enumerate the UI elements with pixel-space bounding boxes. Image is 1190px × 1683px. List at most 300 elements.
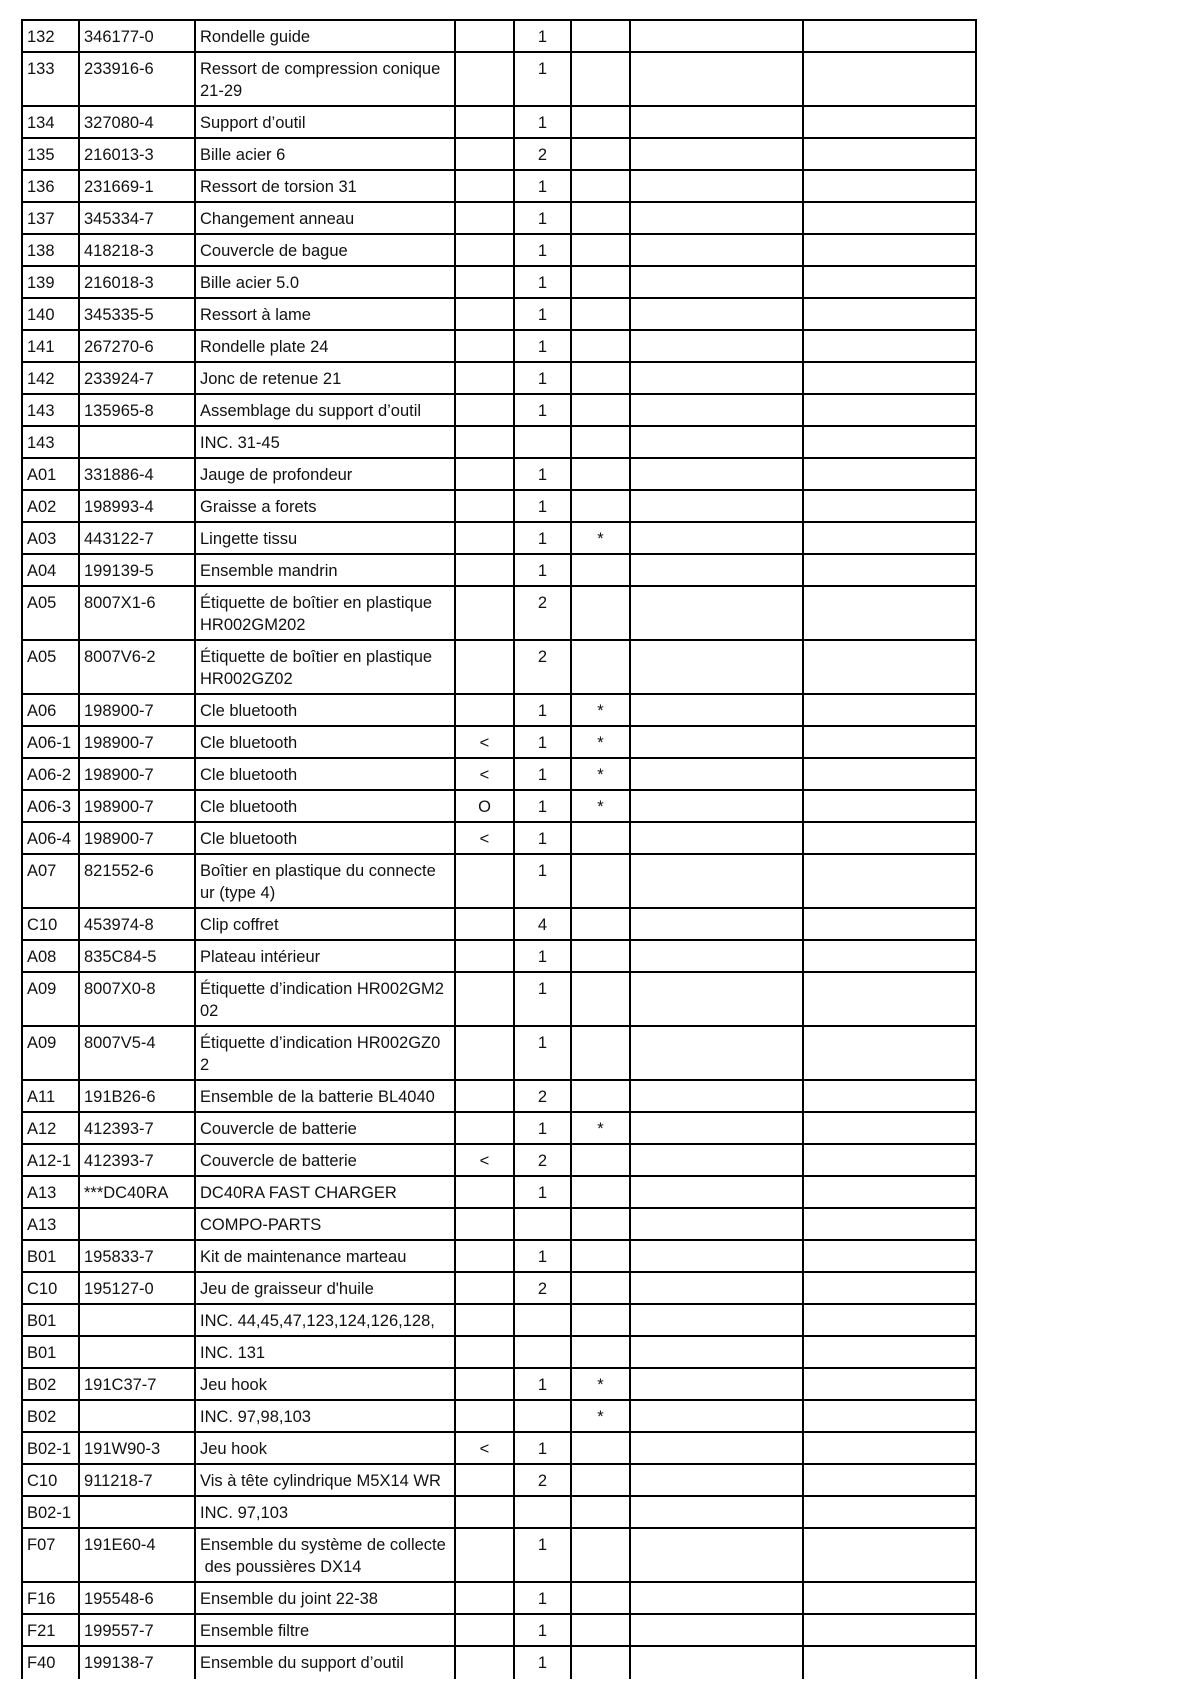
parts-table — [21, 19, 977, 1679]
empty-cell — [631, 171, 804, 203]
flag-cell — [456, 587, 515, 641]
empty-cell — [631, 139, 804, 171]
description-cell: Bille acier 6 — [196, 139, 456, 171]
table-row — [23, 267, 977, 299]
table-row — [23, 171, 977, 203]
empty-cell — [804, 941, 977, 973]
flag-cell — [456, 909, 515, 941]
table-row — [23, 1209, 977, 1241]
flag-cell — [456, 331, 515, 363]
description-cell: Ressort de compression conique 21-29 — [196, 53, 456, 107]
empty-cell — [631, 1027, 804, 1081]
empty-cell — [804, 1529, 977, 1583]
part-number-cell: 331886-4 — [80, 459, 196, 491]
empty-cell — [631, 791, 804, 823]
item-number-cell: 143 — [23, 427, 80, 459]
table-row — [23, 791, 977, 823]
mark-cell — [572, 1177, 631, 1209]
empty-cell — [804, 1401, 977, 1433]
table-row — [23, 459, 977, 491]
empty-cell — [631, 523, 804, 555]
description-cell: Étiquette d’indication HR002GZ0 2 — [196, 1027, 456, 1081]
empty-cell — [631, 1497, 804, 1529]
flag-cell — [456, 363, 515, 395]
quantity-cell: 1 — [515, 523, 572, 555]
quantity-cell: 1 — [515, 759, 572, 791]
table-row — [23, 491, 977, 523]
table-row — [23, 1081, 977, 1113]
empty-cell — [631, 107, 804, 139]
item-number-cell: C10 — [23, 1273, 80, 1305]
item-number-cell: A12 — [23, 1113, 80, 1145]
description-cell: Ressort à lame — [196, 299, 456, 331]
part-number-cell: 8007V5-4 — [80, 1027, 196, 1081]
flag-cell: < — [456, 1145, 515, 1177]
part-number-cell: 8007X1-6 — [80, 587, 196, 641]
item-number-cell: A06 — [23, 695, 80, 727]
mark-cell — [572, 299, 631, 331]
mark-cell — [572, 53, 631, 107]
empty-cell — [804, 203, 977, 235]
description-cell: INC. 97,98,103 — [196, 1401, 456, 1433]
mark-cell — [572, 1583, 631, 1615]
part-number-cell: 199557-7 — [80, 1615, 196, 1647]
empty-cell — [804, 1647, 977, 1679]
empty-cell — [804, 973, 977, 1027]
empty-cell — [631, 1081, 804, 1113]
table-row — [23, 727, 977, 759]
table-row — [23, 1529, 977, 1583]
table-row — [23, 53, 977, 107]
description-cell: INC. 97,103 — [196, 1497, 456, 1529]
part-number-cell — [80, 1305, 196, 1337]
empty-cell — [631, 973, 804, 1027]
mark-cell: * — [572, 791, 631, 823]
mark-cell — [572, 909, 631, 941]
part-number-cell: 233924-7 — [80, 363, 196, 395]
description-cell: Rondelle guide — [196, 21, 456, 53]
item-number-cell: F40 — [23, 1647, 80, 1679]
part-number-cell: 191E60-4 — [80, 1529, 196, 1583]
mark-cell — [572, 331, 631, 363]
part-number-cell: 195548-6 — [80, 1583, 196, 1615]
part-number-cell: 453974-8 — [80, 909, 196, 941]
empty-cell — [631, 1177, 804, 1209]
description-cell: Boîtier en plastique du connecte ur (type 4) — [196, 855, 456, 909]
flag-cell — [456, 1615, 515, 1647]
quantity-cell: 1 — [515, 1583, 572, 1615]
flag-cell — [456, 235, 515, 267]
empty-cell — [804, 1241, 977, 1273]
empty-cell — [631, 1305, 804, 1337]
mark-cell: * — [572, 695, 631, 727]
empty-cell — [631, 587, 804, 641]
flag-cell — [456, 1647, 515, 1679]
empty-cell — [804, 107, 977, 139]
part-number-cell: 346177-0 — [80, 21, 196, 53]
empty-cell — [804, 727, 977, 759]
flag-cell — [456, 1305, 515, 1337]
item-number-cell: A08 — [23, 941, 80, 973]
empty-cell — [631, 203, 804, 235]
empty-cell — [804, 139, 977, 171]
empty-cell — [631, 555, 804, 587]
item-number-cell: 139 — [23, 267, 80, 299]
quantity-cell: 1 — [515, 855, 572, 909]
mark-cell — [572, 1241, 631, 1273]
mark-cell — [572, 203, 631, 235]
table-row — [23, 909, 977, 941]
flag-cell — [456, 171, 515, 203]
mark-cell — [572, 555, 631, 587]
table-row — [23, 855, 977, 909]
flag-cell — [456, 299, 515, 331]
description-cell: Ensemble de la batterie BL4040 — [196, 1081, 456, 1113]
description-cell: INC. 131 — [196, 1337, 456, 1369]
empty-cell — [631, 1583, 804, 1615]
quantity-cell — [515, 427, 572, 459]
empty-cell — [631, 855, 804, 909]
table-row — [23, 555, 977, 587]
item-number-cell: F21 — [23, 1615, 80, 1647]
empty-cell — [631, 1273, 804, 1305]
flag-cell — [456, 395, 515, 427]
description-cell: Kit de maintenance marteau — [196, 1241, 456, 1273]
part-number-cell: 199139-5 — [80, 555, 196, 587]
empty-cell — [804, 1145, 977, 1177]
description-cell: Bille acier 5.0 — [196, 267, 456, 299]
empty-cell — [631, 395, 804, 427]
empty-cell — [804, 855, 977, 909]
part-number-cell: 198900-7 — [80, 727, 196, 759]
table-row — [23, 1273, 977, 1305]
empty-cell — [631, 727, 804, 759]
quantity-cell: 1 — [515, 941, 572, 973]
mark-cell — [572, 235, 631, 267]
part-number-cell: 191C37-7 — [80, 1369, 196, 1401]
quantity-cell: 1 — [515, 1433, 572, 1465]
quantity-cell: 1 — [515, 1027, 572, 1081]
part-number-cell: 216018-3 — [80, 267, 196, 299]
flag-cell — [456, 1241, 515, 1273]
table-row — [23, 759, 977, 791]
empty-cell — [631, 941, 804, 973]
empty-cell — [804, 909, 977, 941]
part-number-cell — [80, 1497, 196, 1529]
flag-cell — [456, 1081, 515, 1113]
flag-cell — [456, 427, 515, 459]
part-number-cell: 8007X0-8 — [80, 973, 196, 1027]
mark-cell — [572, 855, 631, 909]
empty-cell — [804, 1615, 977, 1647]
description-cell: COMPO-PARTS — [196, 1209, 456, 1241]
part-number-cell: 231669-1 — [80, 171, 196, 203]
table-row — [23, 363, 977, 395]
quantity-cell: 1 — [515, 21, 572, 53]
empty-cell — [804, 587, 977, 641]
part-number-cell: 835C84-5 — [80, 941, 196, 973]
description-cell: Couvercle de batterie — [196, 1145, 456, 1177]
flag-cell — [456, 1027, 515, 1081]
flag-cell — [456, 459, 515, 491]
item-number-cell: B01 — [23, 1305, 80, 1337]
empty-cell — [804, 235, 977, 267]
quantity-cell: 1 — [515, 331, 572, 363]
table-row — [23, 1145, 977, 1177]
empty-cell — [804, 1027, 977, 1081]
quantity-cell: 1 — [515, 53, 572, 107]
empty-cell — [631, 1145, 804, 1177]
empty-cell — [631, 267, 804, 299]
quantity-cell — [515, 1497, 572, 1529]
flag-cell: O — [456, 791, 515, 823]
table-row — [23, 587, 977, 641]
table-row — [23, 427, 977, 459]
item-number-cell: A07 — [23, 855, 80, 909]
mark-cell — [572, 107, 631, 139]
part-number-cell: 327080-4 — [80, 107, 196, 139]
item-number-cell: A01 — [23, 459, 80, 491]
part-number-cell: 418218-3 — [80, 235, 196, 267]
description-cell: Étiquette d’indication HR002GM2 02 — [196, 973, 456, 1027]
mark-cell — [572, 1615, 631, 1647]
quantity-cell: 1 — [515, 299, 572, 331]
empty-cell — [804, 1177, 977, 1209]
empty-cell — [804, 459, 977, 491]
empty-cell — [631, 759, 804, 791]
part-number-cell: 199138-7 — [80, 1647, 196, 1679]
description-cell: Vis à tête cylindrique M5X14 WR — [196, 1465, 456, 1497]
item-number-cell: F07 — [23, 1529, 80, 1583]
flag-cell — [456, 695, 515, 727]
flag-cell — [456, 1497, 515, 1529]
item-number-cell: C10 — [23, 1465, 80, 1497]
empty-cell — [804, 695, 977, 727]
quantity-cell: 2 — [515, 1081, 572, 1113]
mark-cell — [572, 395, 631, 427]
mark-cell — [572, 941, 631, 973]
quantity-cell: 1 — [515, 727, 572, 759]
part-number-cell: 195127-0 — [80, 1273, 196, 1305]
part-number-cell: 191B26-6 — [80, 1081, 196, 1113]
empty-cell — [631, 1241, 804, 1273]
item-number-cell: A11 — [23, 1081, 80, 1113]
flag-cell — [456, 107, 515, 139]
empty-cell — [804, 267, 977, 299]
description-cell: Étiquette de boîtier en plastique HR002GM202 — [196, 587, 456, 641]
table-row — [23, 139, 977, 171]
empty-cell — [631, 53, 804, 107]
empty-cell — [804, 1305, 977, 1337]
item-number-cell: A06-2 — [23, 759, 80, 791]
empty-cell — [804, 1273, 977, 1305]
description-cell: Jeu de graisseur d'huile — [196, 1273, 456, 1305]
quantity-cell: 1 — [515, 1241, 572, 1273]
mark-cell: * — [572, 1369, 631, 1401]
quantity-cell: 1 — [515, 1113, 572, 1145]
item-number-cell: F16 — [23, 1583, 80, 1615]
part-number-cell: 233916-6 — [80, 53, 196, 107]
quantity-cell — [515, 1305, 572, 1337]
item-number-cell: B02-1 — [23, 1433, 80, 1465]
flag-cell — [456, 641, 515, 695]
empty-cell — [804, 1583, 977, 1615]
mark-cell — [572, 641, 631, 695]
description-cell: Cle bluetooth — [196, 759, 456, 791]
part-number-cell: 135965-8 — [80, 395, 196, 427]
description-cell: DC40RA FAST CHARGER — [196, 1177, 456, 1209]
empty-cell — [631, 235, 804, 267]
mark-cell — [572, 1647, 631, 1679]
table-row — [23, 1241, 977, 1273]
part-number-cell: 821552-6 — [80, 855, 196, 909]
item-number-cell: A13 — [23, 1177, 80, 1209]
quantity-cell: 1 — [515, 1177, 572, 1209]
item-number-cell: A09 — [23, 973, 80, 1027]
table-row — [23, 941, 977, 973]
quantity-cell: 1 — [515, 973, 572, 1027]
table-row — [23, 395, 977, 427]
mark-cell — [572, 1465, 631, 1497]
description-cell: Cle bluetooth — [196, 823, 456, 855]
table-row — [23, 973, 977, 1027]
part-number-cell — [80, 1401, 196, 1433]
description-cell: Étiquette de boîtier en plastique HR002GZ02 — [196, 641, 456, 695]
mark-cell — [572, 1145, 631, 1177]
flag-cell — [456, 53, 515, 107]
empty-cell — [631, 1337, 804, 1369]
table-row — [23, 1647, 977, 1679]
mark-cell — [572, 1529, 631, 1583]
part-number-cell: 8007V6-2 — [80, 641, 196, 695]
quantity-cell: 2 — [515, 641, 572, 695]
description-cell: Couvercle de bague — [196, 235, 456, 267]
mark-cell — [572, 823, 631, 855]
flag-cell — [456, 1529, 515, 1583]
empty-cell — [804, 171, 977, 203]
table-row — [23, 1305, 977, 1337]
empty-cell — [804, 759, 977, 791]
empty-cell — [631, 21, 804, 53]
item-number-cell: A05 — [23, 641, 80, 695]
empty-cell — [804, 21, 977, 53]
description-cell: Jeu hook — [196, 1433, 456, 1465]
table-row — [23, 1027, 977, 1081]
empty-cell — [804, 427, 977, 459]
item-number-cell: B02 — [23, 1401, 80, 1433]
empty-cell — [804, 1369, 977, 1401]
quantity-cell: 1 — [515, 171, 572, 203]
quantity-cell: 1 — [515, 395, 572, 427]
item-number-cell: A13 — [23, 1209, 80, 1241]
empty-cell — [804, 791, 977, 823]
empty-cell — [631, 1209, 804, 1241]
empty-cell — [631, 1113, 804, 1145]
mark-cell: * — [572, 523, 631, 555]
table-row — [23, 1401, 977, 1433]
quantity-cell: 1 — [515, 203, 572, 235]
part-number-cell: 216013-3 — [80, 139, 196, 171]
flag-cell — [456, 1369, 515, 1401]
mark-cell — [572, 1337, 631, 1369]
table-row — [23, 1465, 977, 1497]
empty-cell — [804, 53, 977, 107]
description-cell: Cle bluetooth — [196, 727, 456, 759]
item-number-cell: 136 — [23, 171, 80, 203]
flag-cell — [456, 555, 515, 587]
description-cell: Jauge de profondeur — [196, 459, 456, 491]
part-number-cell: 198900-7 — [80, 791, 196, 823]
empty-cell — [631, 427, 804, 459]
description-cell: Jonc de retenue 21 — [196, 363, 456, 395]
table-row — [23, 203, 977, 235]
quantity-cell — [515, 1401, 572, 1433]
table-row — [23, 299, 977, 331]
flag-cell — [456, 1401, 515, 1433]
item-number-cell: A05 — [23, 587, 80, 641]
quantity-cell: 2 — [515, 587, 572, 641]
description-cell: Cle bluetooth — [196, 695, 456, 727]
empty-cell — [804, 331, 977, 363]
empty-cell — [804, 1433, 977, 1465]
item-number-cell: A04 — [23, 555, 80, 587]
table-row — [23, 1583, 977, 1615]
flag-cell — [456, 1209, 515, 1241]
flag-cell — [456, 491, 515, 523]
flag-cell — [456, 523, 515, 555]
quantity-cell: 1 — [515, 363, 572, 395]
description-cell: INC. 31-45 — [196, 427, 456, 459]
flag-cell — [456, 1465, 515, 1497]
empty-cell — [631, 331, 804, 363]
flag-cell — [456, 855, 515, 909]
quantity-cell: 1 — [515, 1529, 572, 1583]
mark-cell — [572, 1497, 631, 1529]
description-cell: Ressort de torsion 31 — [196, 171, 456, 203]
empty-cell — [804, 523, 977, 555]
mark-cell — [572, 491, 631, 523]
part-number-cell: 198993-4 — [80, 491, 196, 523]
table-row — [23, 823, 977, 855]
quantity-cell: 1 — [515, 1647, 572, 1679]
description-cell: Ensemble du joint 22-38 — [196, 1583, 456, 1615]
flag-cell — [456, 973, 515, 1027]
mark-cell — [572, 171, 631, 203]
table-row — [23, 1497, 977, 1529]
mark-cell — [572, 267, 631, 299]
mark-cell — [572, 363, 631, 395]
flag-cell — [456, 1113, 515, 1145]
quantity-cell: 1 — [515, 459, 572, 491]
table-row — [23, 1177, 977, 1209]
part-number-cell: 198900-7 — [80, 759, 196, 791]
quantity-cell: 1 — [515, 791, 572, 823]
quantity-cell: 2 — [515, 1145, 572, 1177]
flag-cell — [456, 1337, 515, 1369]
description-cell: Ensemble mandrin — [196, 555, 456, 587]
quantity-cell: 1 — [515, 267, 572, 299]
item-number-cell: A02 — [23, 491, 80, 523]
mark-cell — [572, 1273, 631, 1305]
flag-cell — [456, 1177, 515, 1209]
empty-cell — [804, 1465, 977, 1497]
part-number-cell: 345335-5 — [80, 299, 196, 331]
empty-cell — [631, 299, 804, 331]
description-cell: Changement anneau — [196, 203, 456, 235]
item-number-cell: 143 — [23, 395, 80, 427]
item-number-cell: 135 — [23, 139, 80, 171]
empty-cell — [804, 395, 977, 427]
